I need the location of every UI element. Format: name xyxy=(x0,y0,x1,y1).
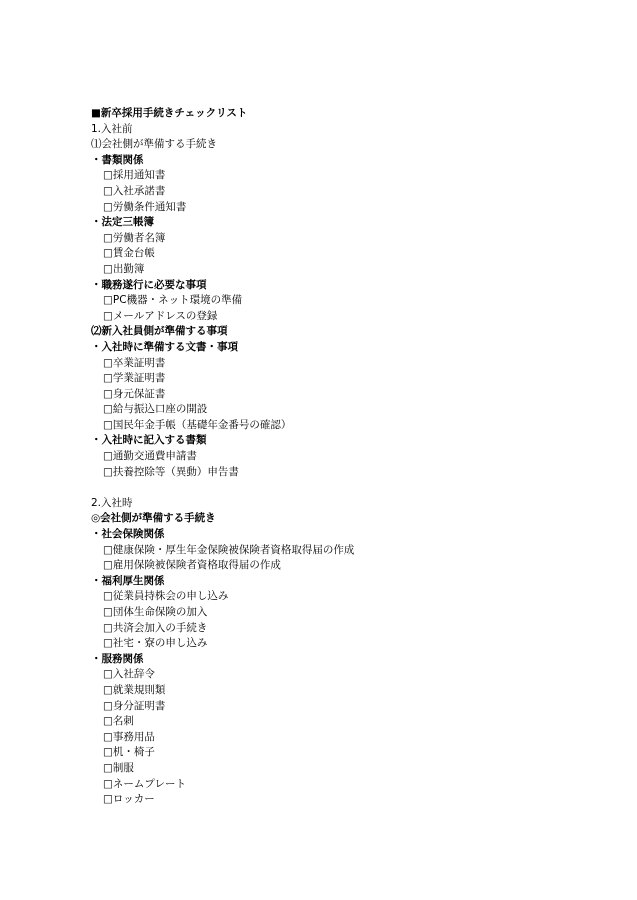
checklist-item: □団体生命保険の加入 xyxy=(103,606,208,618)
checklist-item: □事務用品 xyxy=(103,730,155,743)
section-heading: 1.入社前 xyxy=(91,122,133,135)
checklist-item: □制服 xyxy=(103,761,134,774)
document-title: ■新卒採用手続きチェックリスト xyxy=(91,107,248,119)
checklist-item: □ロッカー xyxy=(103,793,155,806)
checklist-item: □労働条件通知書 xyxy=(103,200,187,213)
checklist-item: □身元保証書 xyxy=(103,387,166,400)
checklist-item: □卒業証明書 xyxy=(103,356,166,369)
section-heading: ◎会社側が準備する手続き xyxy=(91,512,216,525)
checklist-item: □PC機器・ネット環境の準備 xyxy=(103,294,243,307)
checklist-item: □机・椅子 xyxy=(103,746,155,759)
checklist-body xyxy=(91,106,611,808)
category-heading: ・福利厚生関係 xyxy=(91,574,165,587)
category-heading: ・職務遂行に必要な事項 xyxy=(91,278,207,291)
checklist-item: □学業証明書 xyxy=(103,372,166,385)
checklist-item: □採用通知書 xyxy=(103,169,166,182)
category-heading: ・入社時に準備する文書・事項 xyxy=(91,340,238,353)
checklist-item: □出勤簿 xyxy=(103,262,145,275)
blank-line xyxy=(91,480,611,496)
checklist-item: □入社辞令 xyxy=(103,668,155,681)
checklist-item: □共済会加入の手続き xyxy=(103,621,208,634)
checklist-item: □給与振込口座の開設 xyxy=(103,403,208,416)
checklist-item: □就業規則類 xyxy=(103,683,166,696)
category-heading: ・入社時に記入する書類 xyxy=(91,434,207,447)
checklist-item: □従業員持株会の申し込み xyxy=(103,590,229,603)
section-heading: ⑴会社側が準備する手続き xyxy=(91,138,217,151)
checklist-item: □通勤交通費申請書 xyxy=(103,450,197,463)
category-heading: ・法定三帳簿 xyxy=(91,216,154,229)
category-heading: ・書類関係 xyxy=(91,153,144,166)
checklist-item: □雇用保険被保険者資格取得届の作成 xyxy=(103,559,281,572)
checklist-item: □入社承諾書 xyxy=(103,184,166,197)
category-heading: ・服務関係 xyxy=(91,652,144,665)
checklist-item: □賃金台帳 xyxy=(103,247,155,260)
checklist-item: □健康保険・厚生年金保険被保険者資格取得届の作成 xyxy=(103,543,355,556)
checklist-item: □国民年金手帳（基礎年金番号の確認） xyxy=(103,418,292,431)
section-heading: 2.入社時 xyxy=(91,496,133,509)
category-heading: ・社会保険関係 xyxy=(91,528,165,541)
checklist-item: □社宅・寮の申し込み xyxy=(103,637,208,650)
checklist-item: □労働者名簿 xyxy=(103,231,166,244)
checklist-item: □名刺 xyxy=(103,715,134,728)
checklist-item: □メールアドレスの登録 xyxy=(103,309,218,322)
checklist-item: □ネームプレート xyxy=(103,777,187,790)
checklist-item: □身分証明書 xyxy=(103,699,166,712)
section-heading: ⑵新入社員側が準備する事項 xyxy=(91,325,228,338)
checklist-item: □扶養控除等（異動）申告書 xyxy=(103,465,239,478)
